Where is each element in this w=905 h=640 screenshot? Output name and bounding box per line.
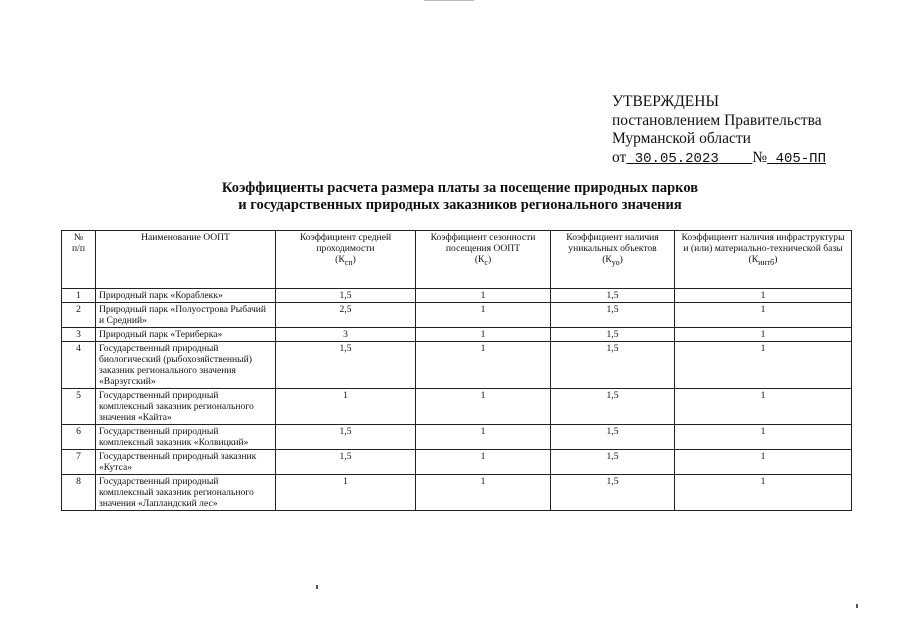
row-k-intb: 1	[675, 450, 852, 475]
row-k-intb: 1	[675, 475, 852, 511]
row-k-uo: 1,5	[551, 328, 675, 342]
table-row	[62, 328, 852, 342]
table-row	[62, 303, 852, 328]
row-k-sp: 1,5	[276, 342, 416, 389]
row-k-s: 1	[416, 475, 551, 511]
document-title	[120, 180, 800, 214]
row-k-s: 1	[416, 389, 551, 425]
row-k-sp: 1,5	[276, 289, 416, 303]
row-number: 1	[62, 289, 96, 303]
row-k-uo: 1,5	[551, 342, 675, 389]
approval-block	[612, 93, 826, 168]
row-k-intb: 1	[675, 328, 852, 342]
row-name: Природный парк «Кораблекк»	[96, 289, 276, 303]
row-number: 7	[62, 450, 96, 475]
date-prefix: от	[612, 148, 627, 166]
row-k-sp: 1,5	[276, 450, 416, 475]
table-row	[62, 389, 852, 425]
approval-number: 405-ПП	[775, 150, 826, 167]
row-k-sp: 1	[276, 389, 416, 425]
row-k-s: 1	[416, 425, 551, 450]
row-k-s: 1	[416, 303, 551, 328]
header-number: № п/п	[62, 231, 96, 289]
title-line-1: Коэффициенты расчета размера платы за посещение природных парков	[221, 180, 699, 196]
header-name: Наименование ООПТ	[96, 231, 276, 289]
row-k-sp: 2,5	[276, 303, 416, 328]
approval-resolution: постановлением Правительства	[612, 111, 822, 129]
row-name: Государственный природный биологический (рыбохозяйственный) заказник регионального значения «Варзугский»	[96, 342, 276, 389]
header-k-s: Коэффициент сезонности посещения ООПТ $(К_с)$	[416, 231, 551, 289]
table-row	[62, 450, 852, 475]
row-k-s: 1	[416, 289, 551, 303]
row-number: 5	[62, 389, 96, 425]
number-prefix: №	[752, 148, 768, 166]
table-row	[62, 289, 852, 303]
row-k-intb: 1	[675, 389, 852, 425]
row-k-s: 1	[416, 450, 551, 475]
row-number: 6	[62, 425, 96, 450]
row-number: 3	[62, 328, 96, 342]
header-k-uo: Коэффициент наличия уникальных объектов $(К_{уо})$	[551, 231, 675, 289]
row-k-intb: 1	[675, 303, 852, 328]
row-number: 8	[62, 475, 96, 511]
scan-artifact-mark	[316, 585, 318, 589]
approval-date-number	[612, 149, 826, 169]
row-number: 4	[62, 342, 96, 389]
row-k-sp: 1,5	[276, 425, 416, 450]
title-line-2: и государственных природных заказников регионального значения	[238, 197, 682, 213]
row-k-uo: 1,5	[551, 389, 675, 425]
table-row	[62, 425, 852, 450]
coefficients-table	[61, 230, 852, 511]
approval-heading: УТВЕРЖДЕНЫ	[612, 93, 719, 110]
row-number: 2	[62, 303, 96, 328]
row-k-uo: 1,5	[551, 289, 675, 303]
row-k-s: 1	[416, 342, 551, 389]
row-k-sp: 3	[276, 328, 416, 342]
row-k-uo: 1,5	[551, 450, 675, 475]
row-k-s: 1	[416, 328, 551, 342]
scan-artifact-mark	[856, 604, 858, 608]
row-k-uo: 1,5	[551, 425, 675, 450]
row-name: Государственный природный комплексный заказник регионального значения «Кайта»	[96, 389, 276, 425]
header-k-sp: Коэффициент средней проходимости $(К_{сп})$	[276, 231, 416, 289]
row-name: Государственный природный заказник «Кутса»	[96, 450, 276, 475]
row-k-intb: 1	[675, 289, 852, 303]
row-name: Природный парк «Териберка»	[96, 328, 276, 342]
header-k-intb: Коэффициент наличия инфраструктуры и (или) материально-технической базы $(К_{интб})$	[675, 231, 852, 289]
row-name: Природный парк «Полуострова Рыбачий и Средний»	[96, 303, 276, 328]
approval-date: 30.05.2023	[634, 150, 719, 167]
row-k-intb: 1	[675, 425, 852, 450]
table-row	[62, 342, 852, 389]
approval-authority: Мурманской области	[612, 130, 751, 147]
row-name: Государственный природный комплексный заказник «Колвицкий»	[96, 425, 276, 450]
table-row	[62, 475, 852, 511]
row-k-uo: 1,5	[551, 475, 675, 511]
row-k-uo: 1,5	[551, 303, 675, 328]
row-k-sp: 1	[276, 475, 416, 511]
table-header-row	[62, 231, 852, 289]
row-k-intb: 1	[675, 342, 852, 389]
scan-artifact-top	[424, 0, 474, 1]
row-name: Государственный природный комплексный заказник регионального значения «Лапландский лес»	[96, 475, 276, 511]
